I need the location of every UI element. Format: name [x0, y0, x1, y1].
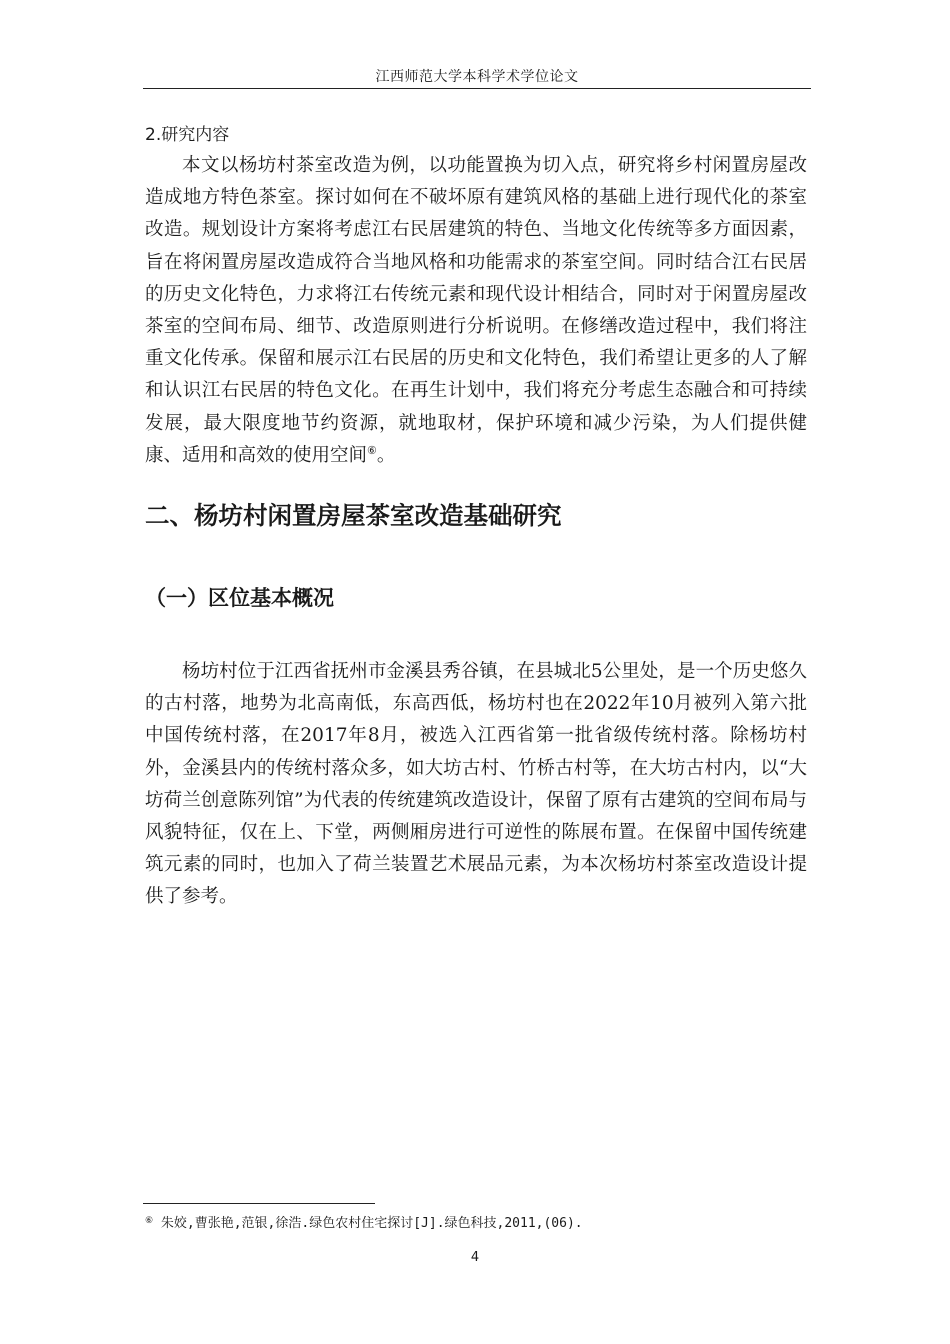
footnote-marker: ⑥ [145, 1216, 154, 1226]
page-number: 4 [470, 1250, 480, 1265]
section-title-location: （一）区位基本概况 [145, 586, 334, 610]
chapter-title: 二、杨坊村闲置房屋茶室改造基础研究 [145, 501, 562, 530]
header-divider [143, 88, 811, 89]
research-content-text: 本文以杨坊村茶室改造为例，以功能置换为切入点，研究将乡村闲置房屋改造成地方特色茶室。探讨如何在不破坏原有建筑风格的基础上进行现代化的茶室改造。规划设计方案将考虑江右民居建筑的特色、当地文化传统等多方面因素，旨在将闲置房屋改造成符合当地风格和功能需求的茶室空间。同时结合江右民居的历史文化特色，力求将江右传统元素和现代设计相结合，同时对于闲置房屋改茶室的空间布局、细节、改造原则进行分析说明。在修缮改造过程中，我们将注重文化传承。保留和展示江右民居的历史和文化特色，我们希望让更多的人了解和认识江右民居的特色文化。在再生计划中，我们将充分考虑生态融合和可持续发展，最大限度地节约资源，就地取材，保护环境和减少污染，为人们提供健康、适用和高效的使用空间 [145, 155, 807, 466]
footnote-reference[interactable]: ⑥ [367, 443, 377, 457]
section-heading-research-content: 2.研究内容 [145, 125, 230, 145]
running-header: 江西师范大学本科学术学位论文 [375, 69, 579, 85]
location-paragraph: 杨坊村位于江西省抚州市金溪县秀谷镇，在县城北5公里处，是一个历史悠久的古村落，地势为北高南低，东高西低，杨坊村也在2022年10月被列入第六批中国传统村落，在2017年8月，被选入江西省第一批省级传统村落。除杨坊村外，金溪县内的传统村落众多，如大坊古村、竹桥古村等，在大坊古村内，以“大坊荷兰创意陈列馆”为代表的传统建筑改造设计，保留了原有古建筑的空间布局与风貌特征，仅在上、下堂，两侧厢房进行可逆性的陈展布置。在保留中国传统建筑元素的同时，也加入了荷兰装置艺术展品元素，为本次杨坊村茶室改造设计提供了参考。 [145, 661, 807, 908]
footnote [145, 1212, 583, 1231]
footnote-text: 朱姣,曹张艳,范银,徐浩.绿色农村住宅探讨[J].绿色科技,2011,(06). [153, 1216, 583, 1231]
research-content-paragraph [145, 150, 807, 472]
footnote-divider [143, 1203, 375, 1204]
paragraph-end-punctuation: 。 [376, 444, 396, 466]
